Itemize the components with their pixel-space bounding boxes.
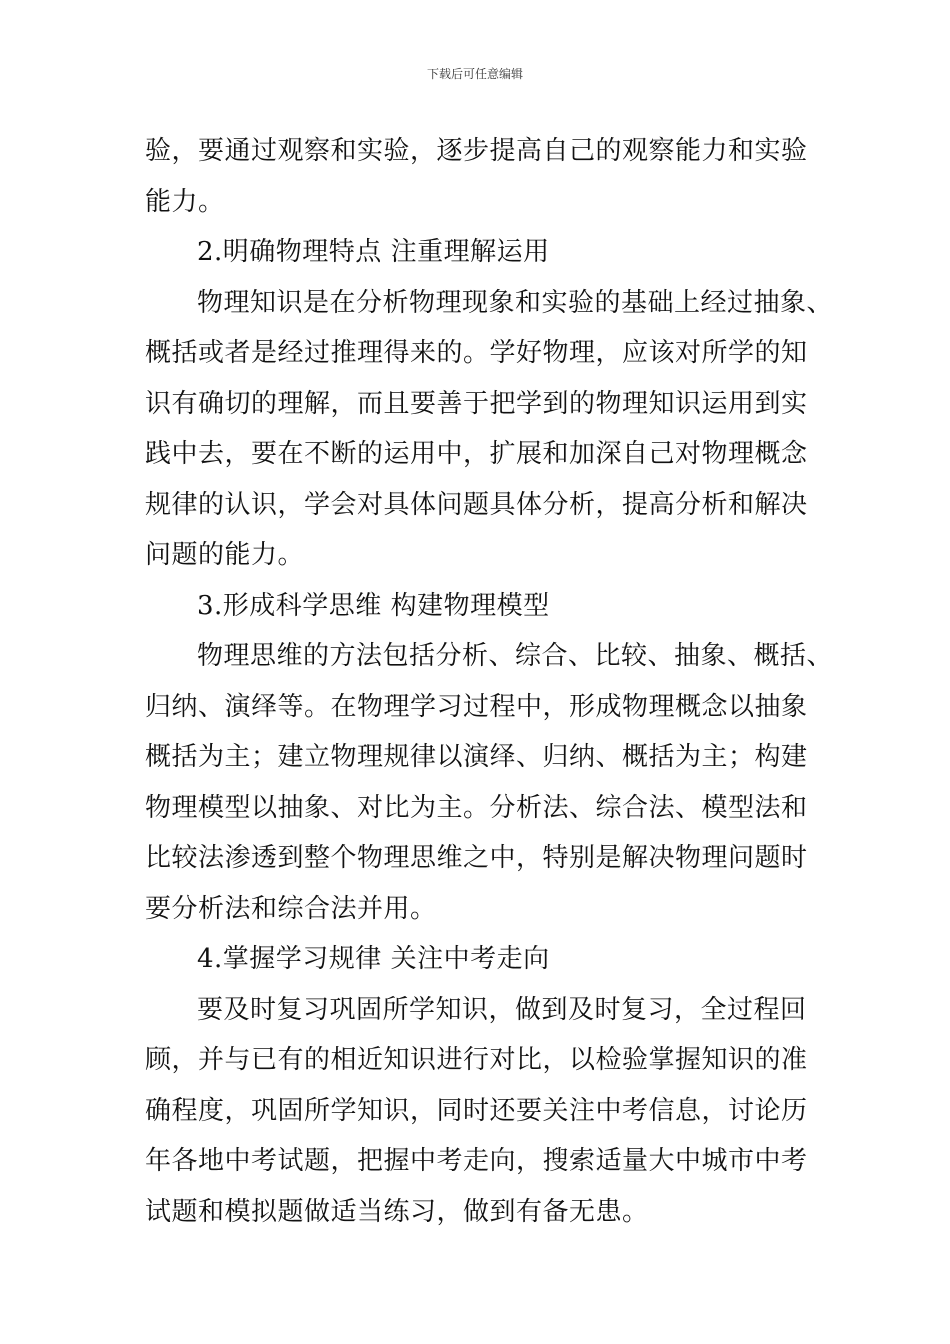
text-line: 物理模型以抽象、对比为主。分析法、综合法、模型法和 (145, 792, 808, 823)
text-line: 要分析法和综合法并用。 (145, 893, 437, 924)
text-line: 概括或者是经过推理得来的。学好物理，应该对所学的知 (145, 338, 808, 368)
section-heading-4: 4.掌握学习规律 关注中考走向 (197, 944, 550, 974)
text-line: 能力。 (145, 186, 225, 217)
text-line: 试题和模拟题做适当练习，做到有备无患。 (145, 1196, 649, 1227)
text-line: 规律的认识，学会对具体问题具体分析，提高分析和解决 (145, 489, 808, 520)
paragraph-first-line: 物理知识是在分析物理现象和实验的基础上经过抽象、 (197, 287, 834, 318)
text-line: 践中去，要在不断的运用中，扩展和加深自己对物理概念 (145, 439, 808, 469)
section-heading-3: 3.形成科学思维 构建物理模型 (197, 590, 550, 621)
section-heading-2: 2.明确物理特点 注重理解运用 (197, 237, 550, 267)
text-line: 年各地中考试题，把握中考走向，搜索适量大中城市中考 (145, 1146, 808, 1176)
text-line: 识有确切的理解，而且要善于把学到的物理知识运用到实 (145, 388, 808, 419)
text-line: 比较法渗透到整个物理思维之中，特别是解决物理问题时 (145, 843, 808, 873)
paragraph-first-line: 物理思维的方法包括分析、综合、比较、抽象、概括、 (197, 641, 834, 671)
text-line: 归纳、演绎等。在物理学习过程中，形成物理概念以抽象 (145, 691, 808, 722)
page-header-note: 下载后可任意编辑 (426, 67, 523, 81)
text-line: 概括为主；建立物理规律以演绎、归纳、概括为主；构建 (145, 742, 808, 772)
text-line: 验，要通过观察和实验，逐步提高自己的观察能力和实验 (145, 136, 808, 166)
text-line: 顾，并与已有的相近知识进行对比，以检验掌握知识的准 (145, 1045, 808, 1075)
text-line: 确程度，巩固所学知识，同时还要关注中考信息，讨论历 (145, 1095, 808, 1126)
document-body (145, 126, 835, 1237)
paragraph-first-line: 要及时复习巩固所学知识，做到及时复习，全过程回 (197, 994, 807, 1025)
text-line: 问题的能力。 (145, 540, 305, 570)
